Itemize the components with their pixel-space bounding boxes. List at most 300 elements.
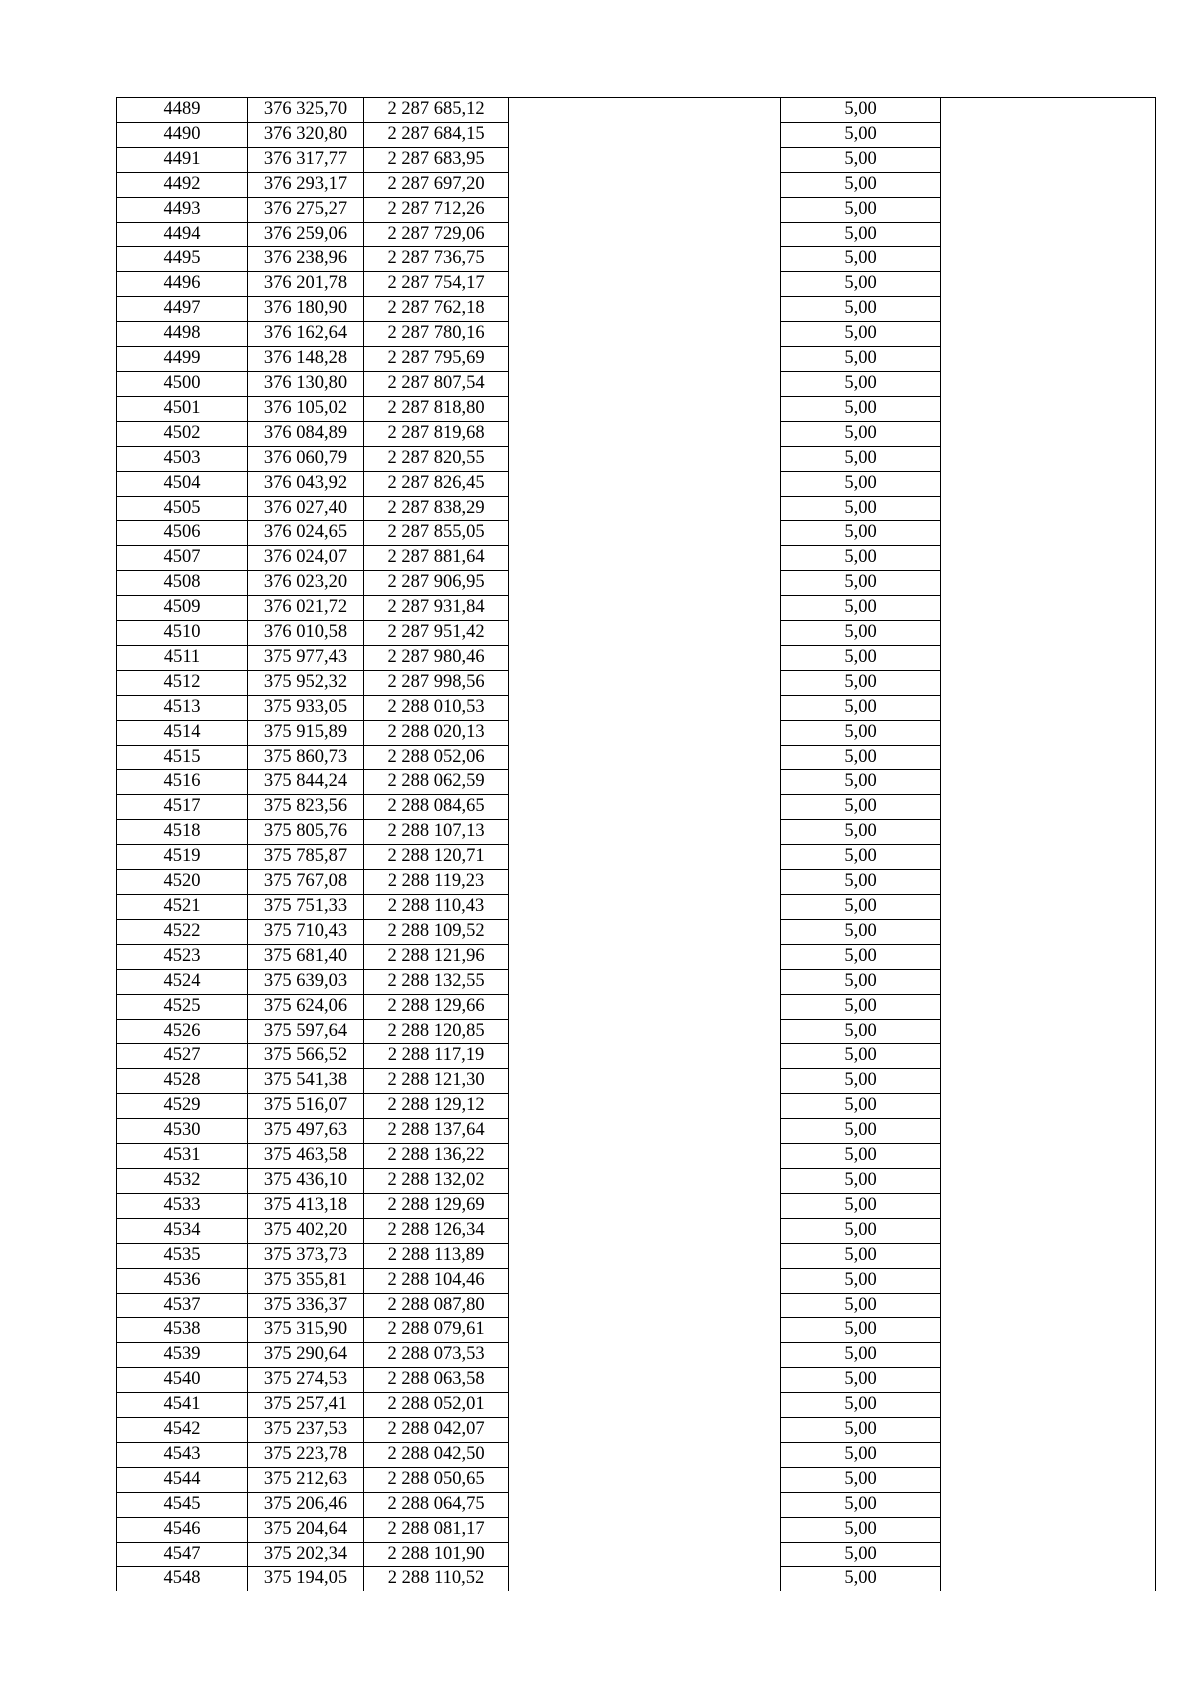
empty-cell <box>509 1168 781 1193</box>
y-coordinate-cell: 2 288 081,17 <box>364 1517 509 1542</box>
empty-cell <box>509 695 781 720</box>
x-coordinate-cell: 376 162,64 <box>248 322 364 347</box>
y-coordinate-cell: 2 288 052,06 <box>364 745 509 770</box>
y-coordinate-cell: 2 288 110,52 <box>364 1567 509 1591</box>
y-coordinate-cell: 2 287 906,95 <box>364 571 509 596</box>
point-number-cell: 4512 <box>117 670 248 695</box>
accuracy-cell: 5,00 <box>781 670 941 695</box>
table-row <box>117 944 1156 969</box>
empty-cell <box>509 1218 781 1243</box>
x-coordinate-cell: 375 805,76 <box>248 820 364 845</box>
empty-cell <box>509 720 781 745</box>
table-row <box>117 1019 1156 1044</box>
x-coordinate-cell: 376 010,58 <box>248 621 364 646</box>
y-coordinate-cell: 2 288 020,13 <box>364 720 509 745</box>
point-number-cell: 4535 <box>117 1243 248 1268</box>
table-row <box>117 122 1156 147</box>
point-number-cell: 4530 <box>117 1119 248 1144</box>
table-row <box>117 870 1156 895</box>
x-coordinate-cell: 375 315,90 <box>248 1318 364 1343</box>
table-row <box>117 521 1156 546</box>
empty-cell <box>509 845 781 870</box>
empty-cell <box>509 621 781 646</box>
accuracy-cell: 5,00 <box>781 944 941 969</box>
point-number-cell: 4504 <box>117 471 248 496</box>
empty-cell <box>509 1293 781 1318</box>
point-number-cell: 4544 <box>117 1467 248 1492</box>
y-coordinate-cell: 2 288 052,01 <box>364 1393 509 1418</box>
x-coordinate-cell: 375 436,10 <box>248 1168 364 1193</box>
empty-cell <box>509 471 781 496</box>
x-coordinate-cell: 376 027,40 <box>248 496 364 521</box>
point-number-cell: 4546 <box>117 1517 248 1542</box>
accuracy-cell: 5,00 <box>781 222 941 247</box>
empty-cell <box>941 795 1156 820</box>
x-coordinate-cell: 376 275,27 <box>248 197 364 222</box>
x-coordinate-cell: 375 355,81 <box>248 1268 364 1293</box>
table-row <box>117 571 1156 596</box>
accuracy-cell: 5,00 <box>781 770 941 795</box>
empty-cell <box>509 496 781 521</box>
accuracy-cell: 5,00 <box>781 396 941 421</box>
point-number-cell: 4490 <box>117 122 248 147</box>
accuracy-cell: 5,00 <box>781 546 941 571</box>
x-coordinate-cell: 376 317,77 <box>248 147 364 172</box>
x-coordinate-cell: 375 681,40 <box>248 944 364 969</box>
empty-cell <box>941 446 1156 471</box>
empty-cell <box>941 272 1156 297</box>
point-number-cell: 4503 <box>117 446 248 471</box>
y-coordinate-cell: 2 288 107,13 <box>364 820 509 845</box>
accuracy-cell: 5,00 <box>781 870 941 895</box>
accuracy-cell: 5,00 <box>781 645 941 670</box>
accuracy-cell: 5,00 <box>781 322 941 347</box>
empty-cell <box>941 1492 1156 1517</box>
x-coordinate-cell: 376 060,79 <box>248 446 364 471</box>
table-row <box>117 147 1156 172</box>
point-number-cell: 4526 <box>117 1019 248 1044</box>
table-row <box>117 1567 1156 1591</box>
empty-cell <box>509 919 781 944</box>
empty-cell <box>941 1343 1156 1368</box>
x-coordinate-cell: 375 413,18 <box>248 1193 364 1218</box>
x-coordinate-cell: 375 237,53 <box>248 1418 364 1443</box>
point-number-cell: 4511 <box>117 645 248 670</box>
point-number-cell: 4532 <box>117 1168 248 1193</box>
table-row <box>117 1517 1156 1542</box>
y-coordinate-cell: 2 288 109,52 <box>364 919 509 944</box>
accuracy-cell: 5,00 <box>781 1268 941 1293</box>
y-coordinate-cell: 2 288 129,69 <box>364 1193 509 1218</box>
point-number-cell: 4523 <box>117 944 248 969</box>
table-row <box>117 820 1156 845</box>
empty-cell <box>509 1542 781 1567</box>
point-number-cell: 4539 <box>117 1343 248 1368</box>
x-coordinate-cell: 375 624,06 <box>248 994 364 1019</box>
accuracy-cell: 5,00 <box>781 919 941 944</box>
empty-cell <box>941 521 1156 546</box>
x-coordinate-cell: 376 130,80 <box>248 371 364 396</box>
y-coordinate-cell: 2 287 684,15 <box>364 122 509 147</box>
table-row <box>117 895 1156 920</box>
table-row <box>117 1044 1156 1069</box>
empty-cell <box>941 571 1156 596</box>
empty-cell <box>941 1243 1156 1268</box>
accuracy-cell: 5,00 <box>781 1418 941 1443</box>
table-row <box>117 1243 1156 1268</box>
accuracy-cell: 5,00 <box>781 1119 941 1144</box>
accuracy-cell: 5,00 <box>781 471 941 496</box>
empty-cell <box>509 297 781 322</box>
empty-cell <box>941 1069 1156 1094</box>
table-row <box>117 1069 1156 1094</box>
table-row <box>117 670 1156 695</box>
accuracy-cell: 5,00 <box>781 994 941 1019</box>
point-number-cell: 4491 <box>117 147 248 172</box>
table-row <box>117 1168 1156 1193</box>
point-number-cell: 4496 <box>117 272 248 297</box>
accuracy-cell: 5,00 <box>781 247 941 272</box>
x-coordinate-cell: 375 206,46 <box>248 1492 364 1517</box>
accuracy-cell: 5,00 <box>781 895 941 920</box>
empty-cell <box>509 147 781 172</box>
table-row <box>117 795 1156 820</box>
x-coordinate-cell: 375 952,32 <box>248 670 364 695</box>
table-row <box>117 247 1156 272</box>
point-number-cell: 4514 <box>117 720 248 745</box>
point-number-cell: 4513 <box>117 695 248 720</box>
empty-cell <box>509 272 781 297</box>
empty-cell <box>941 172 1156 197</box>
empty-cell <box>509 546 781 571</box>
y-coordinate-cell: 2 288 129,66 <box>364 994 509 1019</box>
x-coordinate-cell: 376 024,07 <box>248 546 364 571</box>
table-row <box>117 1318 1156 1343</box>
table-row <box>117 347 1156 372</box>
point-number-cell: 4510 <box>117 621 248 646</box>
accuracy-cell: 5,00 <box>781 1218 941 1243</box>
accuracy-cell: 5,00 <box>781 1094 941 1119</box>
x-coordinate-cell: 376 180,90 <box>248 297 364 322</box>
empty-cell <box>509 969 781 994</box>
empty-cell <box>509 1044 781 1069</box>
table-row <box>117 1393 1156 1418</box>
table-row <box>117 919 1156 944</box>
accuracy-cell: 5,00 <box>781 446 941 471</box>
accuracy-cell: 5,00 <box>781 1542 941 1567</box>
y-coordinate-cell: 2 288 110,43 <box>364 895 509 920</box>
y-coordinate-cell: 2 288 120,85 <box>364 1019 509 1044</box>
table-row <box>117 720 1156 745</box>
y-coordinate-cell: 2 287 729,06 <box>364 222 509 247</box>
empty-cell <box>941 1218 1156 1243</box>
empty-cell <box>509 1019 781 1044</box>
empty-cell <box>509 1368 781 1393</box>
accuracy-cell: 5,00 <box>781 1044 941 1069</box>
y-coordinate-cell: 2 288 119,23 <box>364 870 509 895</box>
point-number-cell: 4517 <box>117 795 248 820</box>
x-coordinate-cell: 375 274,53 <box>248 1368 364 1393</box>
accuracy-cell: 5,00 <box>781 1442 941 1467</box>
y-coordinate-cell: 2 288 063,58 <box>364 1368 509 1393</box>
table-row <box>117 1542 1156 1567</box>
empty-cell <box>509 1343 781 1368</box>
x-coordinate-cell: 375 933,05 <box>248 695 364 720</box>
point-number-cell: 4498 <box>117 322 248 347</box>
accuracy-cell: 5,00 <box>781 1393 941 1418</box>
x-coordinate-cell: 375 710,43 <box>248 919 364 944</box>
point-number-cell: 4540 <box>117 1368 248 1393</box>
accuracy-cell: 5,00 <box>781 122 941 147</box>
table-row <box>117 1368 1156 1393</box>
x-coordinate-cell: 376 024,65 <box>248 521 364 546</box>
x-coordinate-cell: 375 497,63 <box>248 1119 364 1144</box>
x-coordinate-cell: 376 238,96 <box>248 247 364 272</box>
point-number-cell: 4500 <box>117 371 248 396</box>
empty-cell <box>509 1193 781 1218</box>
table-row <box>117 845 1156 870</box>
y-coordinate-cell: 2 288 129,12 <box>364 1094 509 1119</box>
x-coordinate-cell: 375 639,03 <box>248 969 364 994</box>
empty-cell <box>941 1193 1156 1218</box>
empty-cell <box>509 1069 781 1094</box>
x-coordinate-cell: 376 105,02 <box>248 396 364 421</box>
accuracy-cell: 5,00 <box>781 820 941 845</box>
x-coordinate-cell: 376 148,28 <box>248 347 364 372</box>
y-coordinate-cell: 2 287 780,16 <box>364 322 509 347</box>
x-coordinate-cell: 376 043,92 <box>248 471 364 496</box>
empty-cell <box>941 471 1156 496</box>
table-row <box>117 745 1156 770</box>
empty-cell <box>941 222 1156 247</box>
table-row <box>117 1193 1156 1218</box>
point-number-cell: 4524 <box>117 969 248 994</box>
empty-cell <box>509 895 781 920</box>
point-number-cell: 4541 <box>117 1393 248 1418</box>
y-coordinate-cell: 2 287 685,12 <box>364 98 509 123</box>
empty-cell <box>509 446 781 471</box>
x-coordinate-cell: 376 201,78 <box>248 272 364 297</box>
accuracy-cell: 5,00 <box>781 720 941 745</box>
accuracy-cell: 5,00 <box>781 98 941 123</box>
x-coordinate-cell: 375 823,56 <box>248 795 364 820</box>
y-coordinate-cell: 2 287 736,75 <box>364 247 509 272</box>
empty-cell <box>941 895 1156 920</box>
y-coordinate-cell: 2 287 931,84 <box>364 596 509 621</box>
empty-cell <box>509 1492 781 1517</box>
x-coordinate-cell: 375 566,52 <box>248 1044 364 1069</box>
empty-cell <box>941 247 1156 272</box>
point-number-cell: 4547 <box>117 1542 248 1567</box>
accuracy-cell: 5,00 <box>781 347 941 372</box>
empty-cell <box>941 1144 1156 1169</box>
y-coordinate-cell: 2 287 795,69 <box>364 347 509 372</box>
x-coordinate-cell: 376 320,80 <box>248 122 364 147</box>
empty-cell <box>941 969 1156 994</box>
coordinates-table-body <box>117 98 1156 1592</box>
table-row <box>117 1094 1156 1119</box>
x-coordinate-cell: 375 257,41 <box>248 1393 364 1418</box>
point-number-cell: 4507 <box>117 546 248 571</box>
point-number-cell: 4519 <box>117 845 248 870</box>
empty-cell <box>509 944 781 969</box>
accuracy-cell: 5,00 <box>781 745 941 770</box>
x-coordinate-cell: 376 021,72 <box>248 596 364 621</box>
point-number-cell: 4495 <box>117 247 248 272</box>
empty-cell <box>509 98 781 123</box>
table-row <box>117 645 1156 670</box>
point-number-cell: 4527 <box>117 1044 248 1069</box>
table-row <box>117 1492 1156 1517</box>
accuracy-cell: 5,00 <box>781 695 941 720</box>
empty-cell <box>509 571 781 596</box>
empty-cell <box>941 994 1156 1019</box>
y-coordinate-cell: 2 288 132,02 <box>364 1168 509 1193</box>
empty-cell <box>941 645 1156 670</box>
empty-cell <box>941 695 1156 720</box>
empty-cell <box>509 1268 781 1293</box>
accuracy-cell: 5,00 <box>781 596 941 621</box>
y-coordinate-cell: 2 287 951,42 <box>364 621 509 646</box>
y-coordinate-cell: 2 288 010,53 <box>364 695 509 720</box>
empty-cell <box>509 122 781 147</box>
empty-cell <box>509 1393 781 1418</box>
x-coordinate-cell: 375 202,34 <box>248 1542 364 1567</box>
accuracy-cell: 5,00 <box>781 1019 941 1044</box>
accuracy-cell: 5,00 <box>781 1318 941 1343</box>
accuracy-cell: 5,00 <box>781 845 941 870</box>
table-row <box>117 1467 1156 1492</box>
empty-cell <box>941 371 1156 396</box>
table-row <box>117 421 1156 446</box>
table-row <box>117 546 1156 571</box>
empty-cell <box>509 1467 781 1492</box>
empty-cell <box>509 421 781 446</box>
point-number-cell: 4537 <box>117 1293 248 1318</box>
empty-cell <box>941 770 1156 795</box>
point-number-cell: 4506 <box>117 521 248 546</box>
empty-cell <box>509 222 781 247</box>
empty-cell <box>941 1467 1156 1492</box>
empty-cell <box>509 1243 781 1268</box>
x-coordinate-cell: 375 860,73 <box>248 745 364 770</box>
y-coordinate-cell: 2 287 838,29 <box>364 496 509 521</box>
empty-cell <box>941 919 1156 944</box>
x-coordinate-cell: 375 463,58 <box>248 1144 364 1169</box>
empty-cell <box>509 645 781 670</box>
empty-cell <box>509 347 781 372</box>
accuracy-cell: 5,00 <box>781 1517 941 1542</box>
point-number-cell: 4536 <box>117 1268 248 1293</box>
empty-cell <box>509 1517 781 1542</box>
point-number-cell: 4529 <box>117 1094 248 1119</box>
accuracy-cell: 5,00 <box>781 1293 941 1318</box>
accuracy-cell: 5,00 <box>781 1144 941 1169</box>
point-number-cell: 4548 <box>117 1567 248 1591</box>
table-row <box>117 272 1156 297</box>
y-coordinate-cell: 2 287 881,64 <box>364 546 509 571</box>
accuracy-cell: 5,00 <box>781 421 941 446</box>
empty-cell <box>941 1368 1156 1393</box>
point-number-cell: 4508 <box>117 571 248 596</box>
x-coordinate-cell: 376 293,17 <box>248 172 364 197</box>
point-number-cell: 4542 <box>117 1418 248 1443</box>
point-number-cell: 4501 <box>117 396 248 421</box>
empty-cell <box>941 845 1156 870</box>
accuracy-cell: 5,00 <box>781 1193 941 1218</box>
empty-cell <box>941 1119 1156 1144</box>
y-coordinate-cell: 2 288 120,71 <box>364 845 509 870</box>
accuracy-cell: 5,00 <box>781 496 941 521</box>
y-coordinate-cell: 2 287 820,55 <box>364 446 509 471</box>
accuracy-cell: 5,00 <box>781 1168 941 1193</box>
x-coordinate-cell: 376 325,70 <box>248 98 364 123</box>
empty-cell <box>941 396 1156 421</box>
accuracy-cell: 5,00 <box>781 272 941 297</box>
y-coordinate-cell: 2 288 121,96 <box>364 944 509 969</box>
accuracy-cell: 5,00 <box>781 521 941 546</box>
empty-cell <box>509 745 781 770</box>
point-number-cell: 4492 <box>117 172 248 197</box>
empty-cell <box>509 172 781 197</box>
accuracy-cell: 5,00 <box>781 1243 941 1268</box>
x-coordinate-cell: 375 290,64 <box>248 1343 364 1368</box>
y-coordinate-cell: 2 287 807,54 <box>364 371 509 396</box>
point-number-cell: 4534 <box>117 1218 248 1243</box>
empty-cell <box>941 670 1156 695</box>
y-coordinate-cell: 2 288 113,89 <box>364 1243 509 1268</box>
y-coordinate-cell: 2 288 050,65 <box>364 1467 509 1492</box>
point-number-cell: 4521 <box>117 895 248 920</box>
table-row <box>117 446 1156 471</box>
y-coordinate-cell: 2 288 104,46 <box>364 1268 509 1293</box>
accuracy-cell: 5,00 <box>781 1368 941 1393</box>
empty-cell <box>941 1094 1156 1119</box>
y-coordinate-cell: 2 287 697,20 <box>364 172 509 197</box>
y-coordinate-cell: 2 287 819,68 <box>364 421 509 446</box>
empty-cell <box>941 1567 1156 1591</box>
empty-cell <box>509 247 781 272</box>
x-coordinate-cell: 376 259,06 <box>248 222 364 247</box>
empty-cell <box>941 1293 1156 1318</box>
table-row <box>117 1418 1156 1443</box>
point-number-cell: 4520 <box>117 870 248 895</box>
empty-cell <box>941 147 1156 172</box>
empty-cell <box>509 322 781 347</box>
point-number-cell: 4509 <box>117 596 248 621</box>
x-coordinate-cell: 375 977,43 <box>248 645 364 670</box>
empty-cell <box>941 1542 1156 1567</box>
x-coordinate-cell: 375 212,63 <box>248 1467 364 1492</box>
y-coordinate-cell: 2 288 073,53 <box>364 1343 509 1368</box>
point-number-cell: 4516 <box>117 770 248 795</box>
y-coordinate-cell: 2 287 754,17 <box>364 272 509 297</box>
empty-cell <box>509 1418 781 1443</box>
empty-cell <box>509 1119 781 1144</box>
y-coordinate-cell: 2 287 683,95 <box>364 147 509 172</box>
y-coordinate-cell: 2 288 137,64 <box>364 1119 509 1144</box>
table-row <box>117 1119 1156 1144</box>
table-row <box>117 994 1156 1019</box>
accuracy-cell: 5,00 <box>781 371 941 396</box>
table-row <box>117 1218 1156 1243</box>
y-coordinate-cell: 2 288 087,80 <box>364 1293 509 1318</box>
y-coordinate-cell: 2 288 101,90 <box>364 1542 509 1567</box>
x-coordinate-cell: 375 751,33 <box>248 895 364 920</box>
table-row <box>117 222 1156 247</box>
point-number-cell: 4494 <box>117 222 248 247</box>
point-number-cell: 4545 <box>117 1492 248 1517</box>
